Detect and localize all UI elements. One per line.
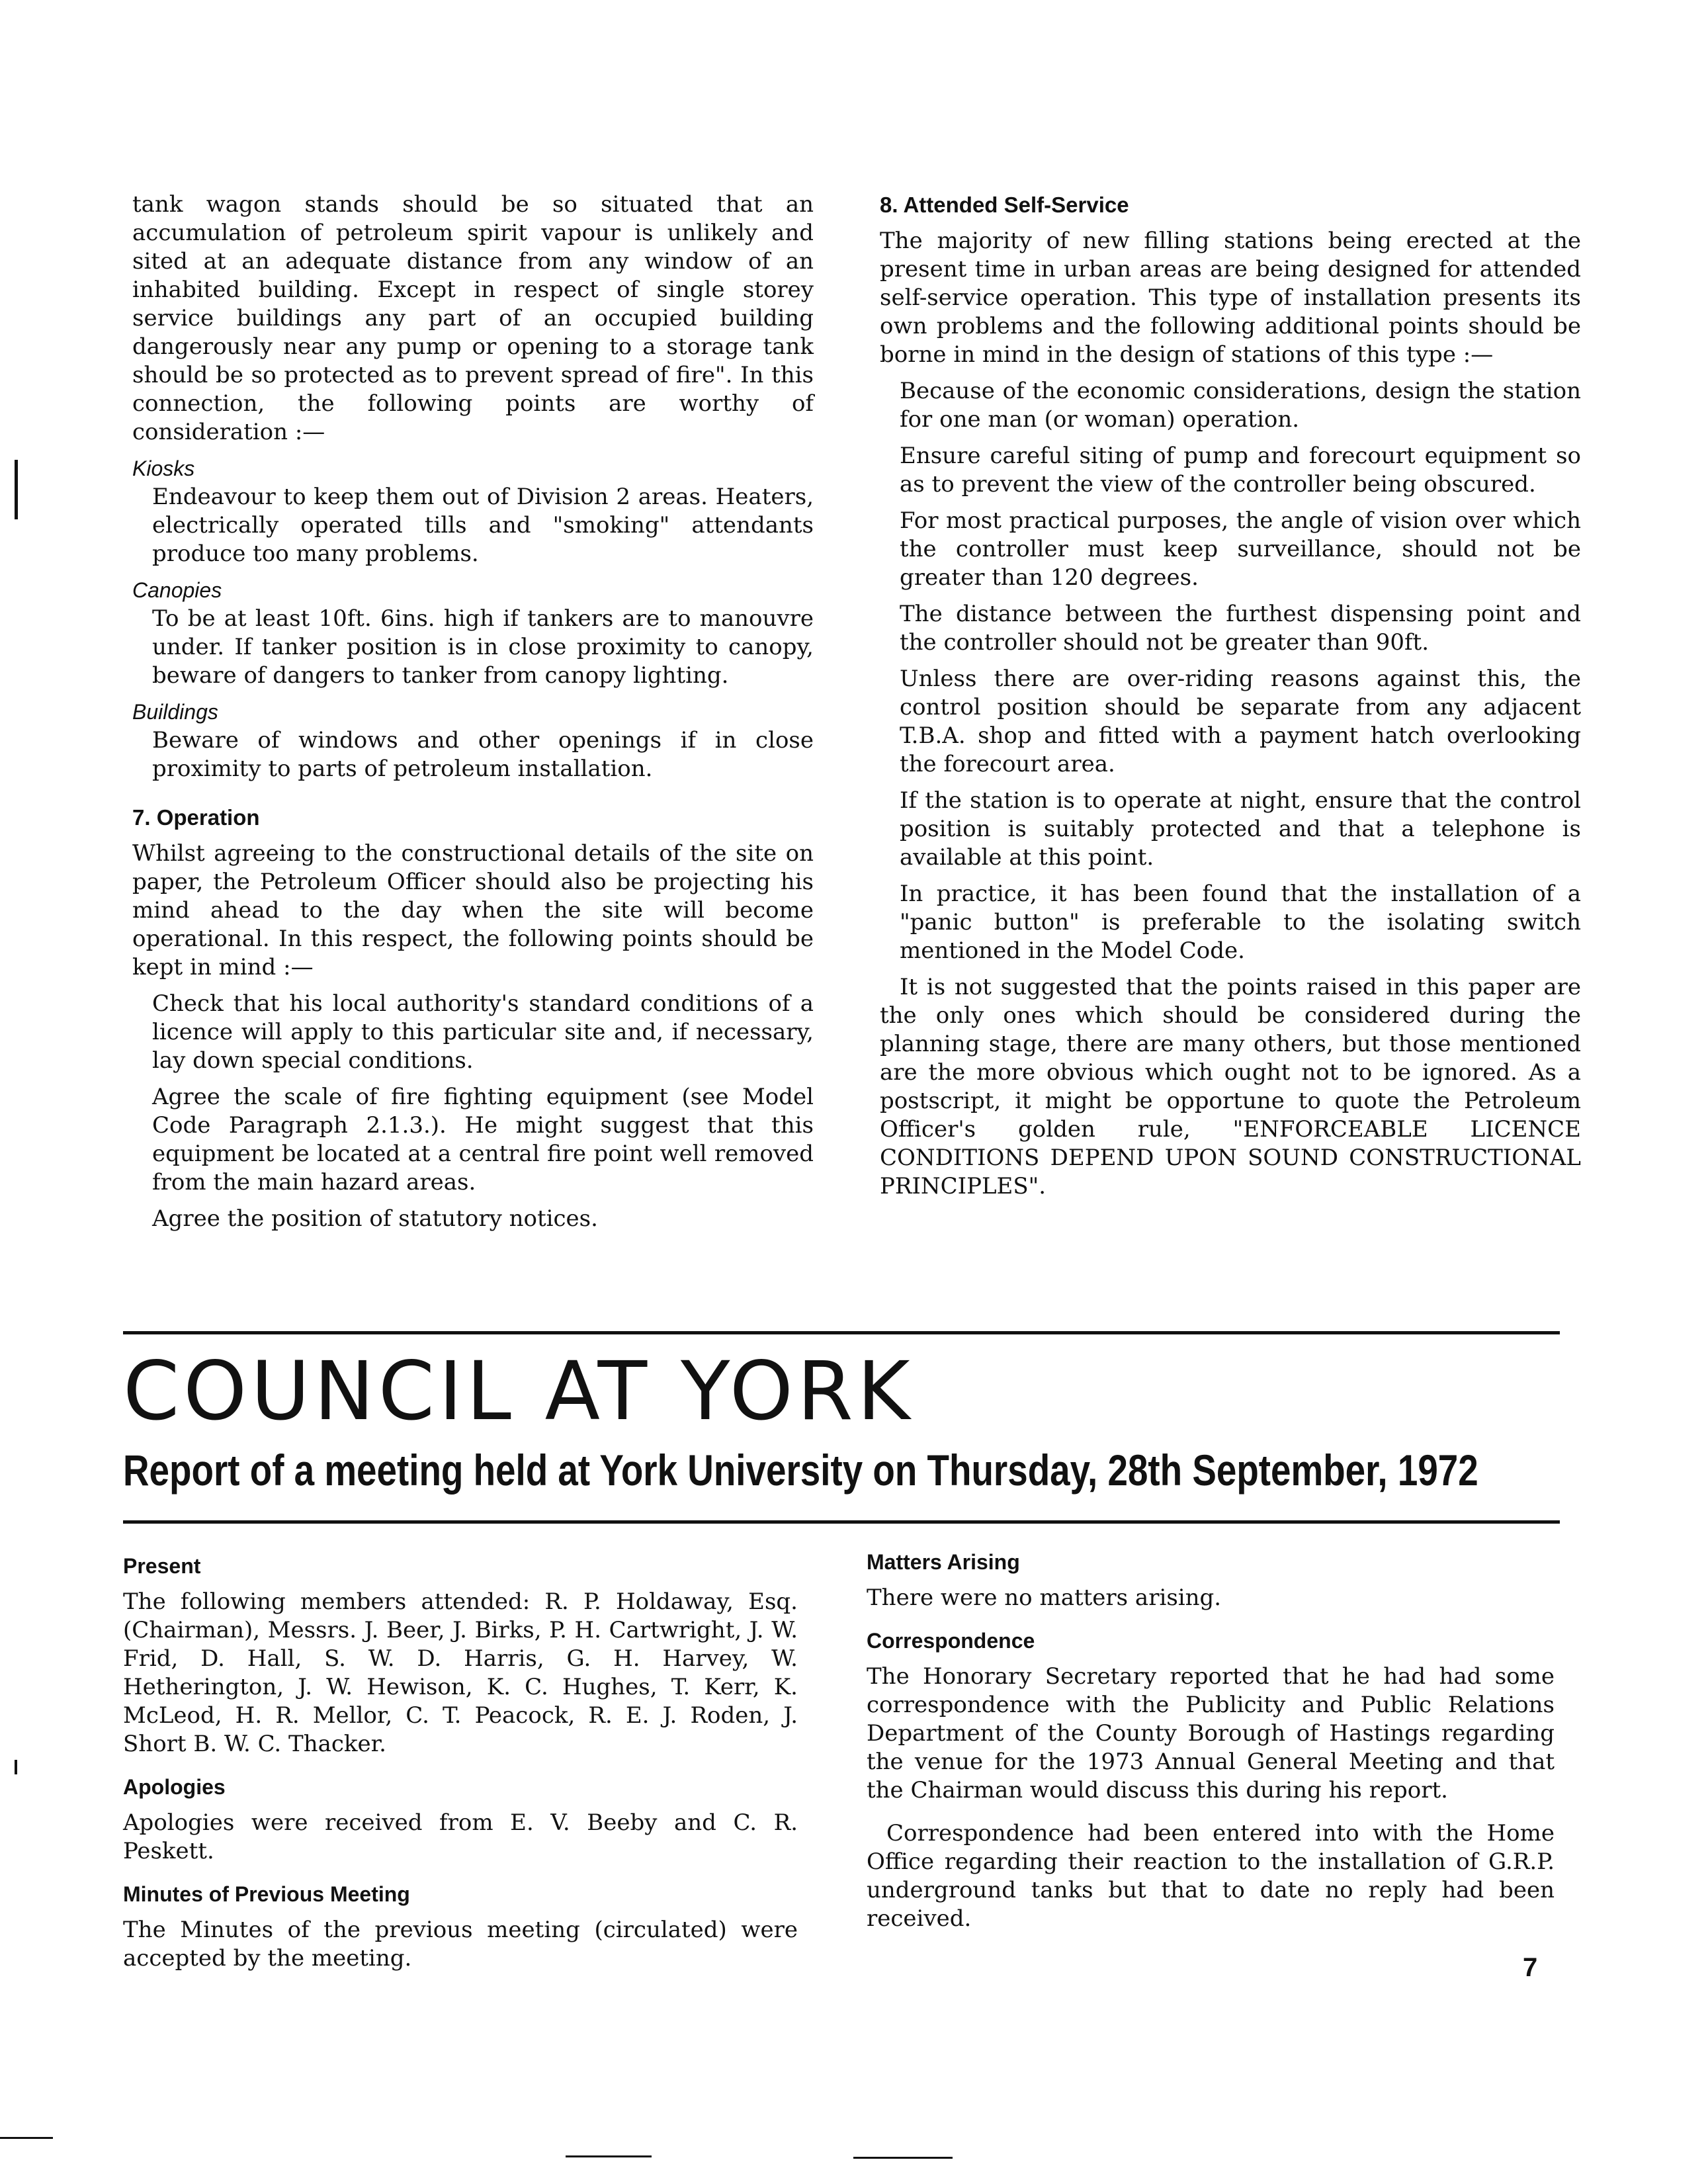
council-left-column — [123, 1552, 798, 1973]
section-8-point: Because of the economic considerations, design the station for one man (or woman) operation. — [900, 378, 1581, 433]
buildings-text: Beware of windows and other openings if in close proximity to parts of petroleum installation. — [152, 727, 814, 782]
section-8-point: In practice, it has been found that the installation of a "panic button" is preferable to the isolating switch mentioned in the Model Code. — [900, 881, 1581, 964]
council-right-column — [867, 1548, 1555, 1933]
page-number: 7 — [1523, 1953, 1538, 1982]
scan-mark — [15, 460, 18, 519]
minutes-text: The Minutes of the previous meeting (circulated) were accepted by the meeting. — [123, 1917, 798, 1972]
conclusion-paragraph: It is not suggested that the points raised in this paper are the only ones which should be considered during the planning stage, there are many others, but those mentioned are the more obvious which ought not to be ignored. As a postscript, it might be opportune to quote the Petroleum Officer's golden rule, "ENFORCEABLE LICENCE CONDITIONS DEPEND UPON SOUND CONSTRUCTIONAL PRINCIPLES". — [880, 974, 1581, 1199]
section-7-point: Agree the scale of fire fighting equipment (see Model Code Paragraph 2.1.3.). He might suggest that this equipment be located at a central fire point well removed from the main hazard areas. — [152, 1084, 814, 1195]
correspondence-heading: Correspondence — [867, 1629, 1035, 1653]
apologies-heading: Apologies — [123, 1775, 226, 1799]
minutes-heading: Minutes of Previous Meeting — [123, 1882, 410, 1906]
section-8-heading: 8. Attended Self-Service — [880, 193, 1129, 217]
apologies-text: Apologies were received from E. V. Beeby and C. R. Peskett. — [123, 1809, 798, 1864]
scan-mark — [15, 1760, 17, 1774]
canopies-heading: Canopies — [132, 578, 222, 602]
section-8-point: If the station is to operate at night, ensure that the control position is suitably protected and that a telephone is available at this point. — [900, 787, 1581, 871]
top-divider-rule — [123, 1331, 1560, 1334]
correspondence-text: The Honorary Secretary reported that he had had some correspondence with the Publicity and Public Relations Department of the County Borough of Hastings regarding the venue for the 1973 Annual General Meeting and that the Chairman would discuss this during his report. — [867, 1663, 1555, 1803]
intro-paragraph: tank wagon stands should be so situated that an accumulation of petroleum spirit vapour is unlikely and sited at an adequate distance from any window of an inhabited building. Except in respect of single storey service buildings any part of an occupied building dangerously near any pump or opening to a storage tank should be so protected as to prevent spread of fire". In this connection, the following points are worthy of consideration :— — [132, 191, 814, 445]
matters-arising-heading: Matters Arising — [867, 1550, 1020, 1574]
section-7-intro: Whilst agreeing to the constructional details of the site on paper, the Petroleum Officer should also be projecting his mind ahead to the day when the site will become operational. In this respect, the following points should be kept in mind :— — [132, 840, 814, 980]
bottom-divider-rule — [123, 1520, 1560, 1524]
section-8-point: For most practical purposes, the angle of vision over which the controller must keep surveillance, should not be greater than 120 degrees. — [900, 507, 1581, 591]
scan-mark — [566, 2155, 652, 2157]
article-left-column — [132, 191, 814, 1233]
council-title: COUNCIL AT YORK — [123, 1344, 914, 1438]
canopies-text: To be at least 10ft. 6ins. high if tankers are to manouvre under. If tanker position is in close proximity to canopy, beware of dangers to tanker from canopy lighting. — [152, 605, 814, 689]
section-7-point: Check that his local authority's standard conditions of a licence will apply to this particular site and, if necessary, lay down special conditions. — [152, 990, 814, 1074]
section-8-point: The distance between the furthest dispensing point and the controller should not be greater than 90ft. — [900, 601, 1581, 656]
buildings-heading: Buildings — [132, 700, 218, 724]
present-heading: Present — [123, 1554, 201, 1578]
scan-mark — [0, 2137, 53, 2139]
correspondence-text: Correspondence had been entered into with the Home Office regarding their reaction to the installation of G.R.P. underground tanks but that to date no reply had been received. — [867, 1820, 1555, 1932]
scan-mark — [853, 2157, 953, 2159]
section-8-intro: The majority of new filling stations being erected at the present time in urban areas are being designed for attended self-service operation. This type of installation presents its own problems and the following additional points should be borne in mind in the design of stations of this type :— — [880, 228, 1581, 368]
section-7-point: Agree the position of statutory notices. — [152, 1205, 598, 1232]
article-right-column — [880, 191, 1581, 1201]
council-subtitle: Report of a meeting held at York University on Thursday, 28th September, 1972 — [123, 1446, 1478, 1495]
kiosks-text: Endeavour to keep them out of Division 2 areas. Heaters, electrically operated tills and "smoking" attendants produce too many problems. — [152, 484, 814, 567]
section-7-heading: 7. Operation — [132, 805, 260, 830]
section-8-point: Ensure careful siting of pump and forecourt equipment so as to prevent the view of the controller being obscured. — [900, 443, 1581, 498]
matters-arising-text: There were no matters arising. — [867, 1585, 1222, 1611]
kiosks-heading: Kiosks — [132, 456, 195, 480]
section-8-point: Unless there are over-riding reasons against this, the control position should be separate from any adjacent T.B.A. shop and fitted with a payment hatch overlooking the forecourt area. — [900, 666, 1581, 777]
present-text: The following members attended: R. P. Holdaway, Esq. (Chairman), Messrs. J. Beer, J. Birks, P. H. Cartwright, J. W. Frid, D. Hall, S. W. D. Harris, G. H. Harvey, W. Hetherington, J. W. Hewison, K. C. Hughes, T. Kerr, K. McLeod, H. R. Mellor, C. T. Peacock, R. E. J. Roden, J. Short B. W. C. Thacker. — [123, 1588, 798, 1757]
